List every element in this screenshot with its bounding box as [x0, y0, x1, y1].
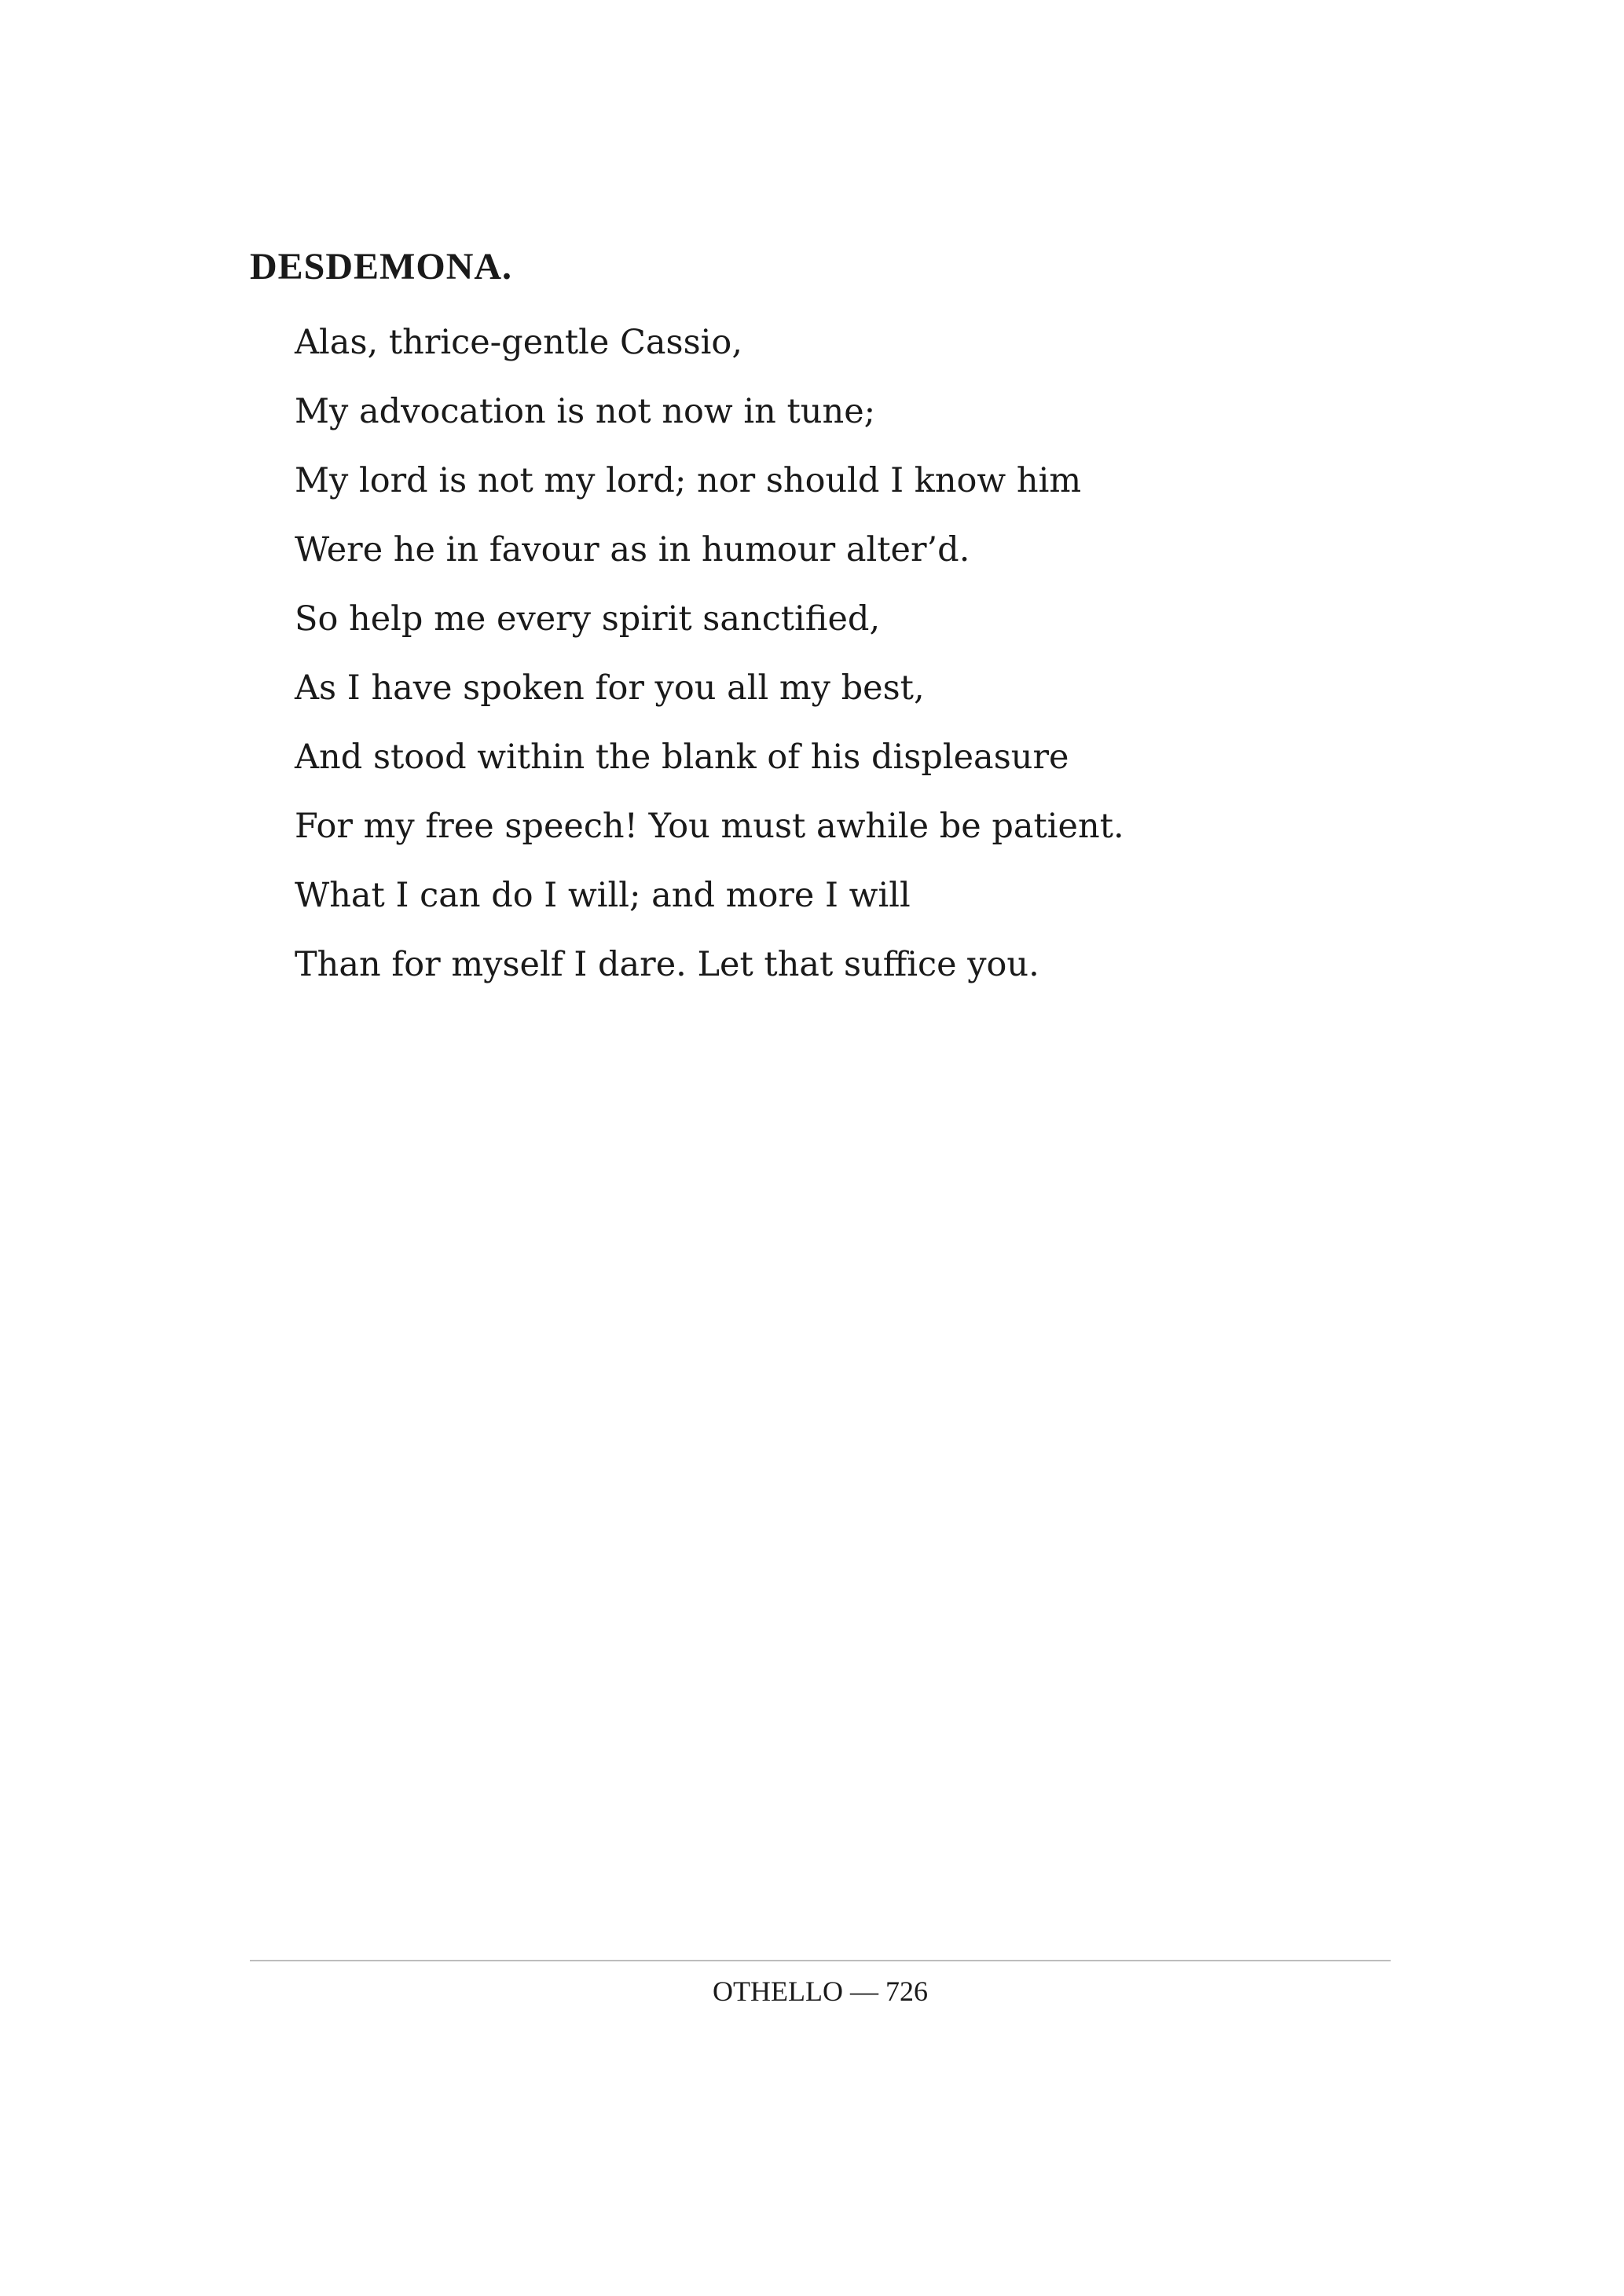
- verse-line: My lord is not my lord; nor should I know him: [295, 461, 1082, 500]
- verse-line: So help me every spirit sanctified,: [295, 599, 881, 639]
- verse-line: For my free speech! You must awhile be patient.: [295, 807, 1124, 846]
- verse-line: Than for myself I dare. Let that suffice you.: [295, 945, 1039, 984]
- page-footer: OTHELLO — 726: [713, 1976, 928, 2007]
- footer-divider: [250, 1960, 1391, 1961]
- verse-line: Alas, thrice-gentle Cassio,: [295, 323, 742, 362]
- verse-line: And stood within the blank of his displeasure: [295, 738, 1069, 777]
- verse-line: As I have spoken for you all my best,: [295, 668, 925, 708]
- verse-block: [295, 308, 1124, 999]
- verse-line: Were he in favour as in humour alter’d.: [295, 530, 970, 569]
- speaker-name: DESDEMONA.: [250, 246, 513, 287]
- verse-line: What I can do I will; and more I will: [295, 876, 911, 915]
- verse-line: My advocation is not now in tune;: [295, 392, 876, 431]
